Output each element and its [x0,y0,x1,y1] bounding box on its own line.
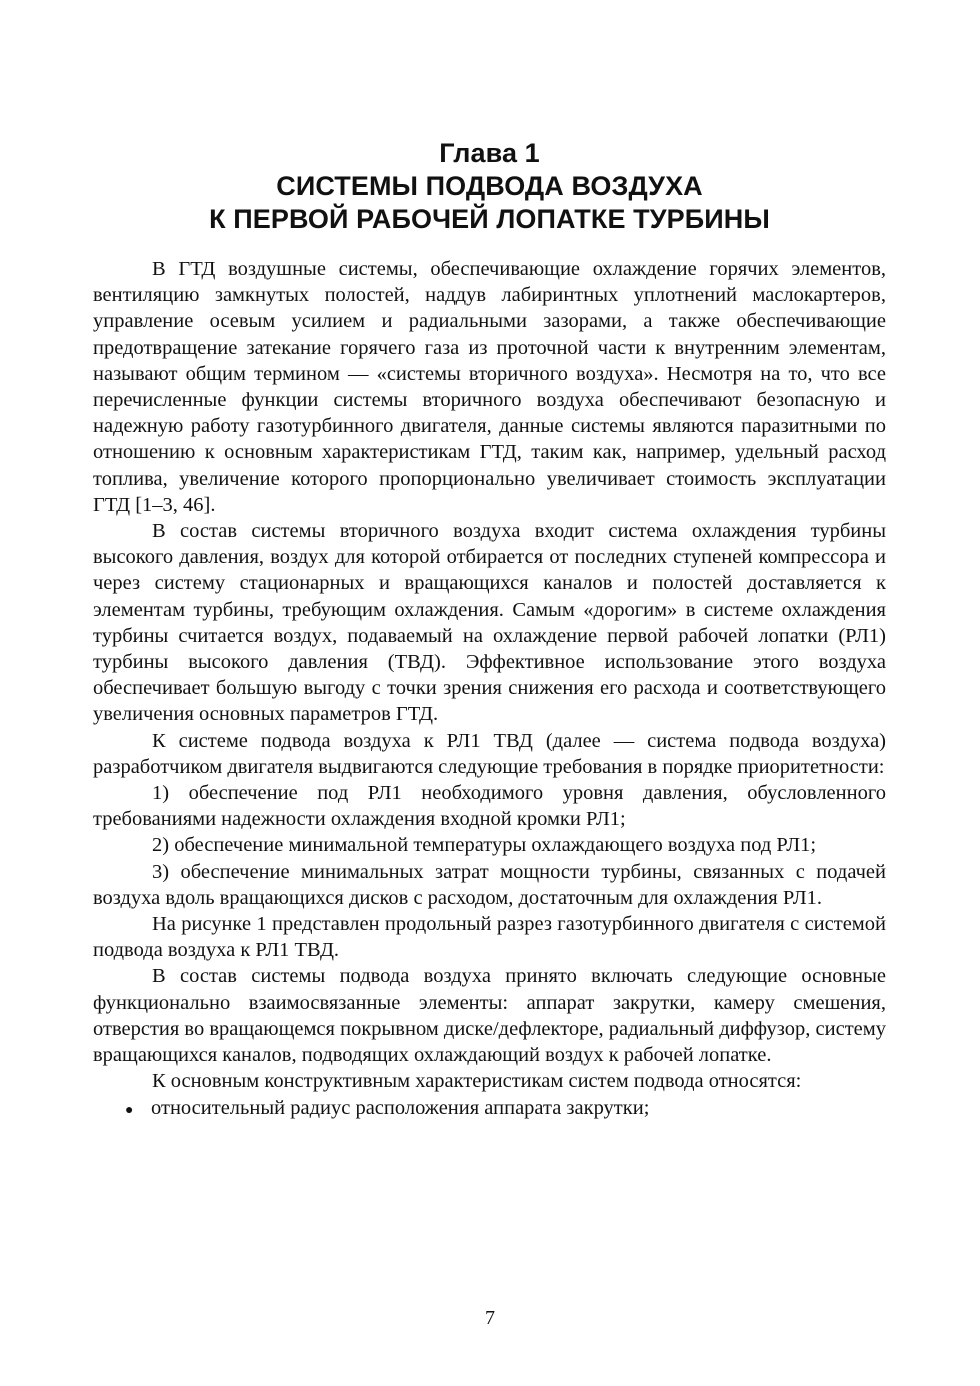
paragraph: В ГТД воздушные системы, обеспечивающие охлаждение горячих элементов, вентиляцию замкнутых полостей, наддув лабиринтных уплотнений маслокартеров, управление осевым усилием и радиальными зазорами, а также обеспечивающие предотвращение затекание горячего газа из проточной части к внутренним элементам, называют общим термином — «системы вторичного воздуха». Несмотря на то, что все перечисленные функции системы вторичного воздуха обеспечивают безопасную и надежную работу газотурбинного двигателя, данные системы являются паразитными по отношению к основным характеристикам ГТД, таким как, например, удельный расход топлива, увеличение которого пропорционально увеличивает стоимость эксплуатации ГТД [1–3, 46]. [93,258,886,516]
bullet-list-item [125,1095,886,1124]
paragraph: На рисунке 1 представлен продольный разрез газотурбинного двигателя с системой подвода воздуха к РЛ1 ТВД. [93,913,886,962]
bullet-text: относительный радиус расположения аппарата закрутки; [151,1096,650,1119]
paragraph: В состав системы вторичного воздуха входит система охлаждения турбины высокого давления, воздух для которой отбирается от последних ступеней компрессора и через систему стационарных и вращающихся каналов и полостей доставляется к элементам турбины, требующим охлаждения. Самым «дорогим» в системе охлаждения турбины считается воздух, подаваемый на охлаждение первой рабочей лопатки (РЛ1) турбины высокого давления (ТВД). Эффективное использование этого воздуха обеспечивает большую выгоду с точки зрения снижения его расхода и соответствующего увеличения основных параметров ГТД. [93,520,886,726]
body-text [93,256,886,1124]
chapter-title-line-1: СИСТЕМЫ ПОДВОДА ВОЗДУХА [276,171,703,201]
requirement-item: 2) обеспечение минимальной температуры охлаждающего воздуха под РЛ1; [152,834,817,857]
chapter-heading [93,137,886,236]
requirement-item: 3) обеспечение минимальных затрат мощности турбины, связанных с подачей воздуха вдоль вращающихся дисков с расходом, достаточным для охлаждения РЛ1. [93,860,886,909]
bullet-icon: ● [125,1102,134,1118]
paragraph: В состав системы подвода воздуха принято включать следующие основные функционально взаимосвязанные элементы: аппарат закрутки, камеру смешения, отверстия во вращающемся покрывном диске/дефлекторе, радиальный диффузор, систему вращающихся каналов, подводящих охлаждающий воздух к рабочей лопатке. [93,965,886,1067]
chapter-label: Глава 1 [439,138,540,168]
paragraph: К системе подвода воздуха к РЛ1 ТВД (далее — система подвода воздуха) разработчиком двигателя выдвигаются следующие требования в порядке приоритетности: [93,729,886,778]
paragraph: К основным конструктивным характеристикам систем подвода относятся: [152,1070,802,1093]
requirement-item: 1) обеспечение под РЛ1 необходимого уровня давления, обусловленного требованиями надежности охлаждения входной кромки РЛ1; [93,782,886,831]
chapter-title-line-2: К ПЕРВОЙ РАБОЧЕЙ ЛОПАТКЕ ТУРБИНЫ [209,204,770,234]
page-content [93,137,886,1124]
page-number: 7 [485,1307,495,1329]
